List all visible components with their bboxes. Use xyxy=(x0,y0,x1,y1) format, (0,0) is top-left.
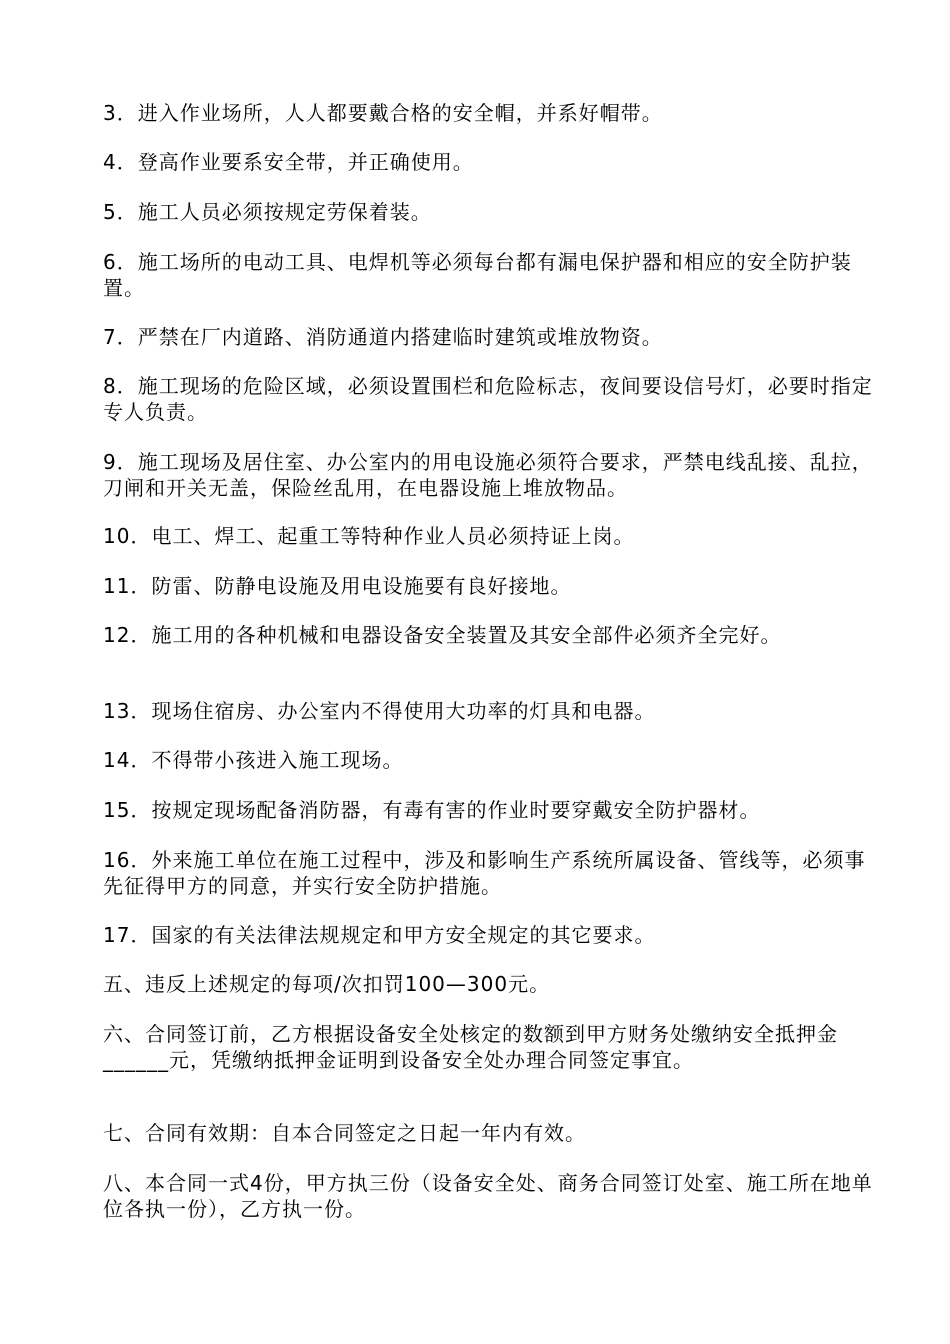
paragraph-item-16: 16．外来施工单位在施工过程中，涉及和影响生产系统所属设备、管线等，必须事先征得甲方的同意，并实行安全防护措施。 xyxy=(103,848,866,898)
paragraph-item-10: 10．电工、焊工、起重工等特种作业人员必须持证上岗。 xyxy=(103,524,635,548)
section-eight: 八、本合同一式4份，甲方执三份（设备安全处、商务合同签订处室、施工所在地单位各执一份），乙方执一份。 xyxy=(103,1171,873,1221)
paragraph-item-3: 3．进入作业场所，人人都要戴合格的安全帽，并系好帽带。 xyxy=(103,101,663,125)
paragraph-item-12: 12．施工用的各种机械和电器设备安全装置及其安全部件必须齐全完好。 xyxy=(103,623,782,647)
paragraph-item-8: 8．施工现场的危险区域，必须设置围栏和危险标志，夜间要设信号灯，必要时指定专人负责。 xyxy=(103,374,873,424)
paragraph-item-11: 11．防雷、防静电设施及用电设施要有良好接地。 xyxy=(103,574,572,598)
paragraph-item-17: 17．国家的有关法律法规规定和甲方安全规定的其它要求。 xyxy=(103,923,656,947)
paragraph-item-15: 15．按规定现场配备消防器，有毒有害的作业时要穿戴安全防护器材。 xyxy=(103,798,761,822)
paragraph-item-14: 14．不得带小孩进入施工现场。 xyxy=(103,748,404,772)
paragraph-item-4: 4．登高作业要系安全带，并正确使用。 xyxy=(103,150,474,174)
section-six: 六、合同签订前，乙方根据设备安全处核定的数额到甲方财务处缴纳安全抵押金______元，凭缴纳抵押金证明到设备安全处办理合同签定事宜。 xyxy=(103,1022,838,1072)
section-five: 五、违反上述规定的每项/次扣罚100—300元。 xyxy=(103,972,551,996)
paragraph-item-5: 5．施工人员必须按规定劳保着装。 xyxy=(103,200,432,224)
paragraph-item-7: 7．严禁在厂内道路、消防通道内搭建临时建筑或堆放物资。 xyxy=(103,325,663,349)
paragraph-item-9: 9．施工现场及居住室、办公室内的用电设施必须符合要求，严禁电线乱接、乱拉，刀闸和开关无盖，保险丝乱用，在电器设施上堆放物品。 xyxy=(103,450,873,500)
section-seven: 七、合同有效期：自本合同签定之日起一年内有效。 xyxy=(103,1121,586,1145)
paragraph-item-6: 6．施工场所的电动工具、电焊机等必须每台都有漏电保护器和相应的安全防护装置。 xyxy=(103,250,852,300)
paragraph-item-13: 13．现场住宿房、办公室内不得使用大功率的灯具和电器。 xyxy=(103,699,656,723)
